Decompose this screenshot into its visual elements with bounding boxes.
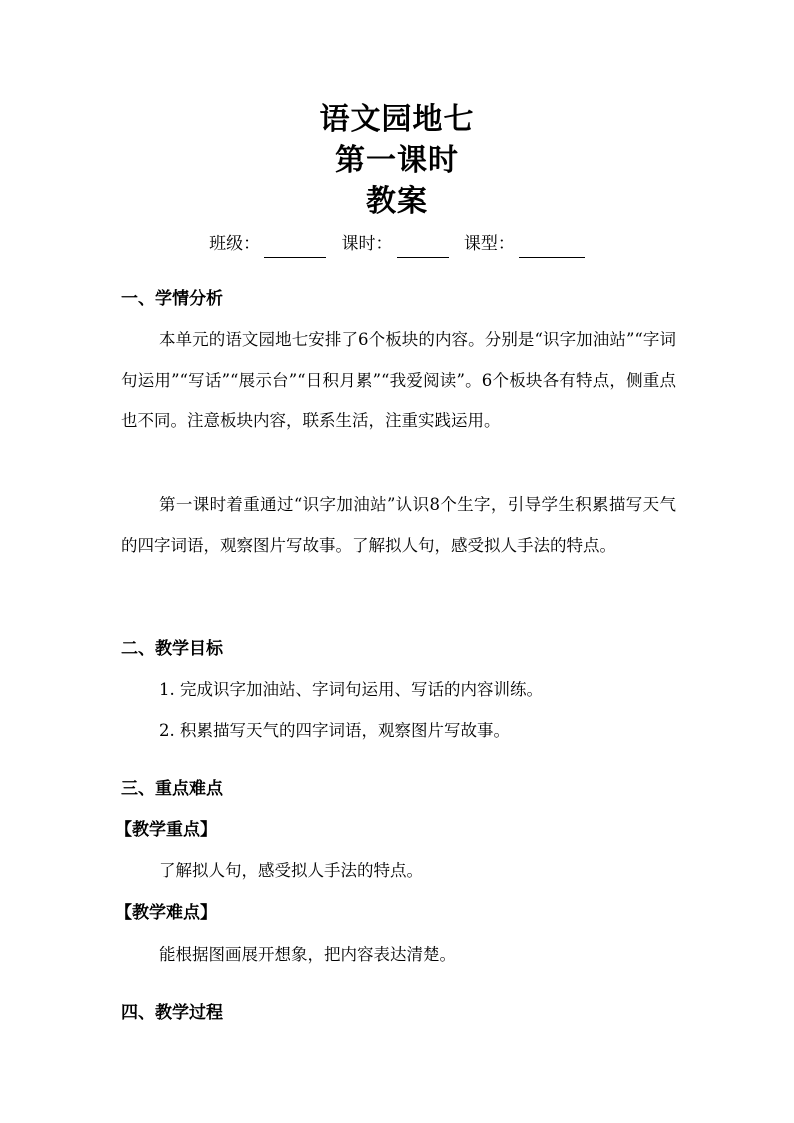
objective-item-2: 2. 积累描写天气的四字词语，观察图片写故事。 <box>159 721 510 740</box>
info-row <box>0 230 794 258</box>
class-label: 班级： <box>209 234 261 254</box>
section-heading-process: 四、教学过程 <box>121 1003 223 1023</box>
doc-title-line1: 语文园地七 <box>319 102 475 137</box>
difficulty-text: 能根据图画展开想象，把内容表达清楚。 <box>159 945 456 964</box>
section-heading-key-points: 三、重点难点 <box>121 779 223 799</box>
type-blank <box>519 237 585 258</box>
objective-item-1: 1. 完成识字加油站、字词句运用、写话的内容训练。 <box>159 680 543 699</box>
analysis-paragraph-2: 第一课时着重通过“识字加油站”认识8个生字，引导学生积累描写天气的四字词语，观察图片写故事。了解拟人句，感受拟人手法的特点。 <box>121 495 676 555</box>
section-heading-analysis: 一、学情分析 <box>121 289 223 309</box>
type-label: 课型： <box>463 234 515 254</box>
key-point-label: 【教学重点】 <box>115 820 217 840</box>
difficulty-label: 【教学难点】 <box>115 903 217 923</box>
doc-title-line2: 第一课时 <box>335 143 459 178</box>
section-heading-objectives: 二、教学目标 <box>121 639 223 659</box>
period-blank <box>397 237 449 258</box>
key-point-text: 了解拟人句，感受拟人手法的特点。 <box>159 861 423 880</box>
doc-title-line3: 教案 <box>366 184 428 219</box>
class-blank <box>264 237 326 258</box>
period-label: 课时： <box>341 234 393 254</box>
analysis-paragraph-1: 本单元的语文园地七安排了6个板块的内容。分别是“识字加油站”“字词句运用”“写话”“展示台”“日积月累”“我爱阅读”。6个板块各有特点，侧重点也不同。注意板块内容，联系生活，注重实践运用。 <box>121 330 676 430</box>
